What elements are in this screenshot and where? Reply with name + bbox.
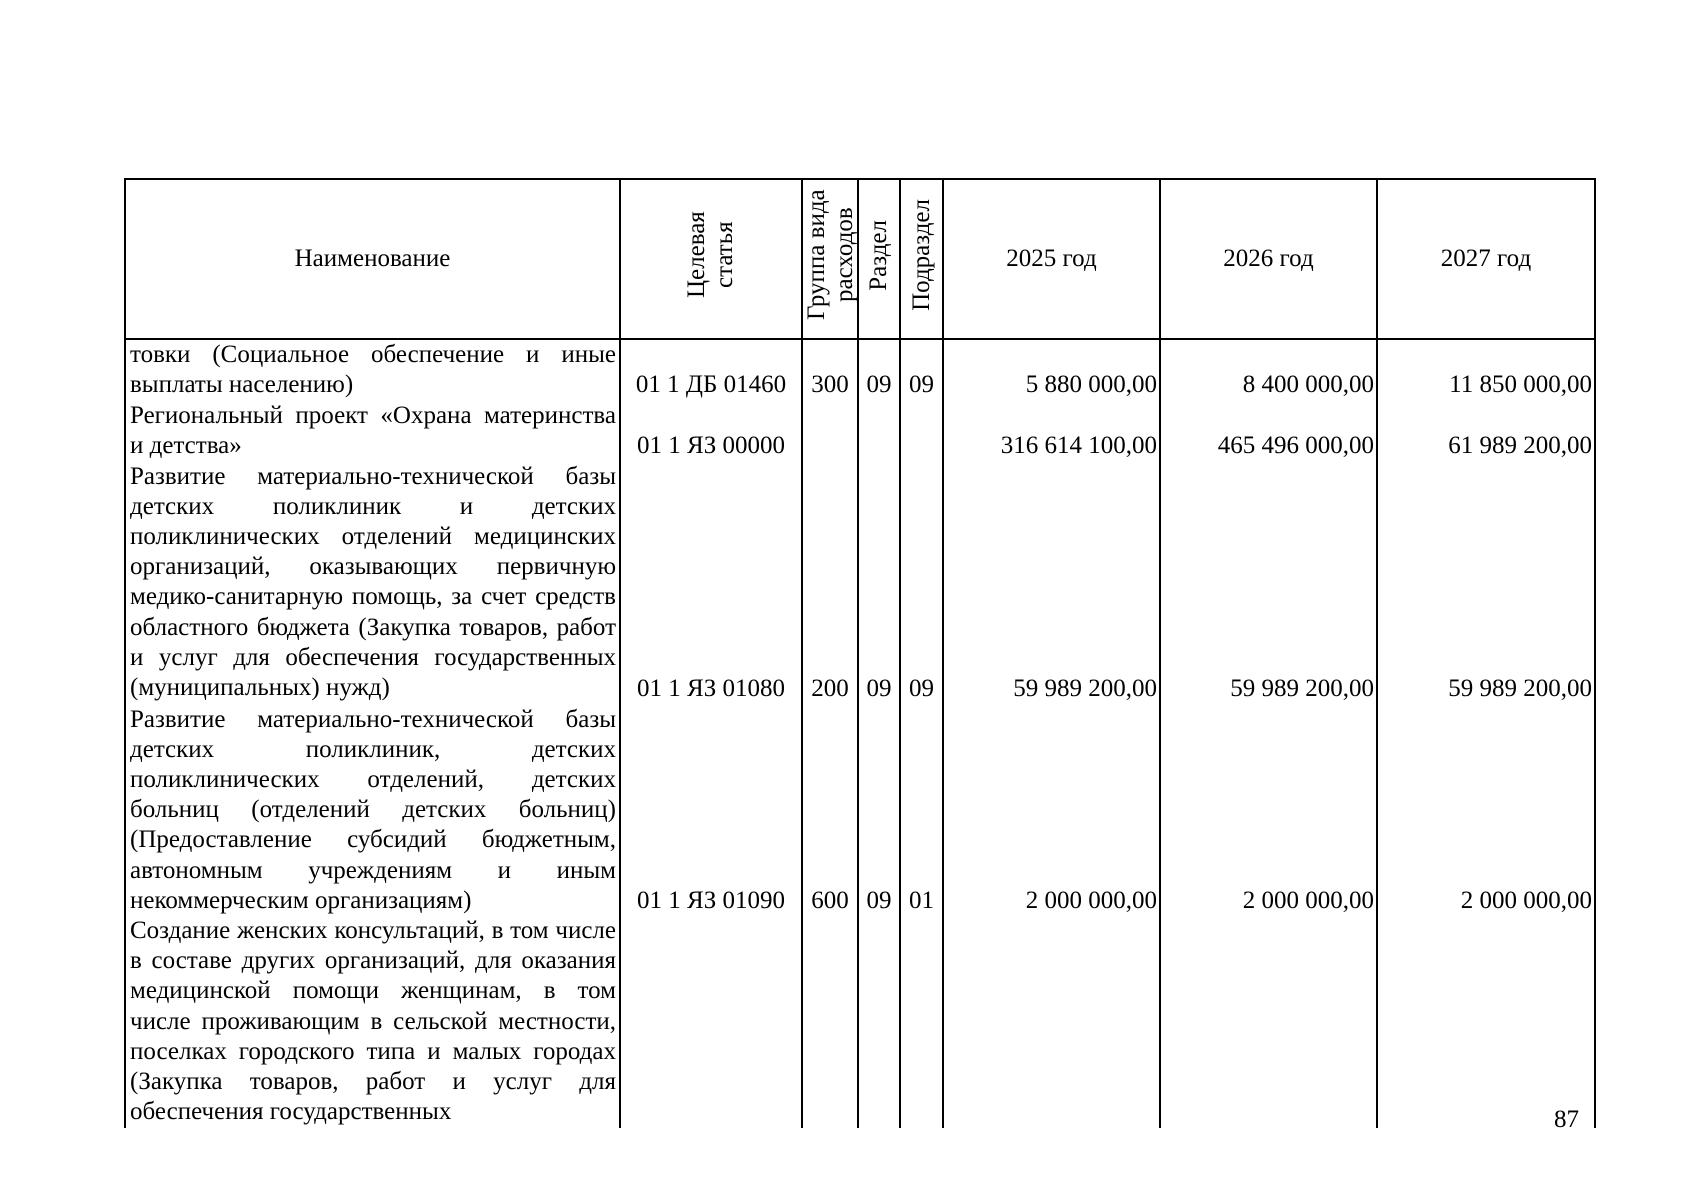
table-row	[125, 462, 1595, 705]
row-target: 01 1 ЯЗ 01080	[620, 462, 802, 705]
header-group: Группа вида расходов	[802, 179, 858, 339]
row-name: Региональный проект «Охрана материнства и детства»	[125, 401, 620, 462]
row-2025: 5 880 000,00	[943, 339, 1160, 400]
row-subsection	[900, 401, 943, 462]
table-row	[125, 916, 1595, 1128]
row-2025: 59 989 200,00	[943, 462, 1160, 705]
row-2026: 2 000 000,00	[1160, 705, 1377, 916]
table-row	[125, 401, 1595, 462]
row-group	[802, 401, 858, 462]
row-2027: 11 850 000,00	[1377, 339, 1595, 400]
row-name: Создание женских консультаций, в том числе в составе других организаций, для оказания медицинской помощи женщинам, в том числе проживающим в сельской местности, поселках городского типа и малых городах (Закупка товаров, работ и услуг для обеспечения государственных	[125, 916, 620, 1128]
header-2025: 2025 год	[943, 179, 1160, 339]
header-target: Целевая статья	[620, 179, 802, 339]
row-2025	[943, 916, 1160, 1128]
row-section	[858, 916, 900, 1128]
header-2026: 2026 год	[1160, 179, 1377, 339]
page-number: 87	[1554, 1106, 1579, 1133]
row-2027: 59 989 200,00	[1377, 462, 1595, 705]
row-target	[620, 916, 802, 1128]
row-section: 09	[858, 462, 900, 705]
row-subsection	[900, 916, 943, 1128]
row-subsection: 09	[900, 462, 943, 705]
row-section: 09	[858, 705, 900, 916]
row-target: 01 1 ДБ 01460	[620, 339, 802, 400]
header-row	[125, 179, 1595, 339]
row-2027	[1377, 916, 1595, 1128]
row-2025: 2 000 000,00	[943, 705, 1160, 916]
header-2027: 2027 год	[1377, 179, 1595, 339]
row-2026	[1160, 916, 1377, 1128]
row-group: 300	[802, 339, 858, 400]
row-group: 600	[802, 705, 858, 916]
budget-table	[124, 178, 1596, 1128]
header-subsection: Подраздел	[900, 179, 943, 339]
row-group	[802, 916, 858, 1128]
row-section: 09	[858, 339, 900, 400]
row-target: 01 1 ЯЗ 00000	[620, 401, 802, 462]
row-2026: 59 989 200,00	[1160, 462, 1377, 705]
row-name: Развитие материально-технической базы детских поликлиник и детских поликлинических отделений медицинских организаций, оказывающих первичную медико-санитарную помощь, за счет средств областного бюджета (Закупка товаров, работ и услуг для обеспечения государственных (муниципальных) нужд)	[125, 462, 620, 705]
header-section: Раздел	[858, 179, 900, 339]
row-2026: 8 400 000,00	[1160, 339, 1377, 400]
row-name: Развитие материально-технической базы детских поликлиник, детских поликлинических отделений, детских больниц (отделений детских больниц) (Предоставление субсидий бюджетным, автономным учреждениям и иным некоммерческим организациям)	[125, 705, 620, 916]
row-2026: 465 496 000,00	[1160, 401, 1377, 462]
row-subsection: 09	[900, 339, 943, 400]
row-name: товки (Социальное обеспечение и иные выплаты населению)	[125, 339, 620, 400]
row-subsection: 01	[900, 705, 943, 916]
row-2027: 2 000 000,00	[1377, 705, 1595, 916]
table-row	[125, 339, 1595, 400]
table-row	[125, 705, 1595, 916]
header-name: Наименование	[125, 179, 620, 339]
row-target: 01 1 ЯЗ 01090	[620, 705, 802, 916]
row-2027: 61 989 200,00	[1377, 401, 1595, 462]
row-group: 200	[802, 462, 858, 705]
row-section	[858, 401, 900, 462]
row-2025: 316 614 100,00	[943, 401, 1160, 462]
